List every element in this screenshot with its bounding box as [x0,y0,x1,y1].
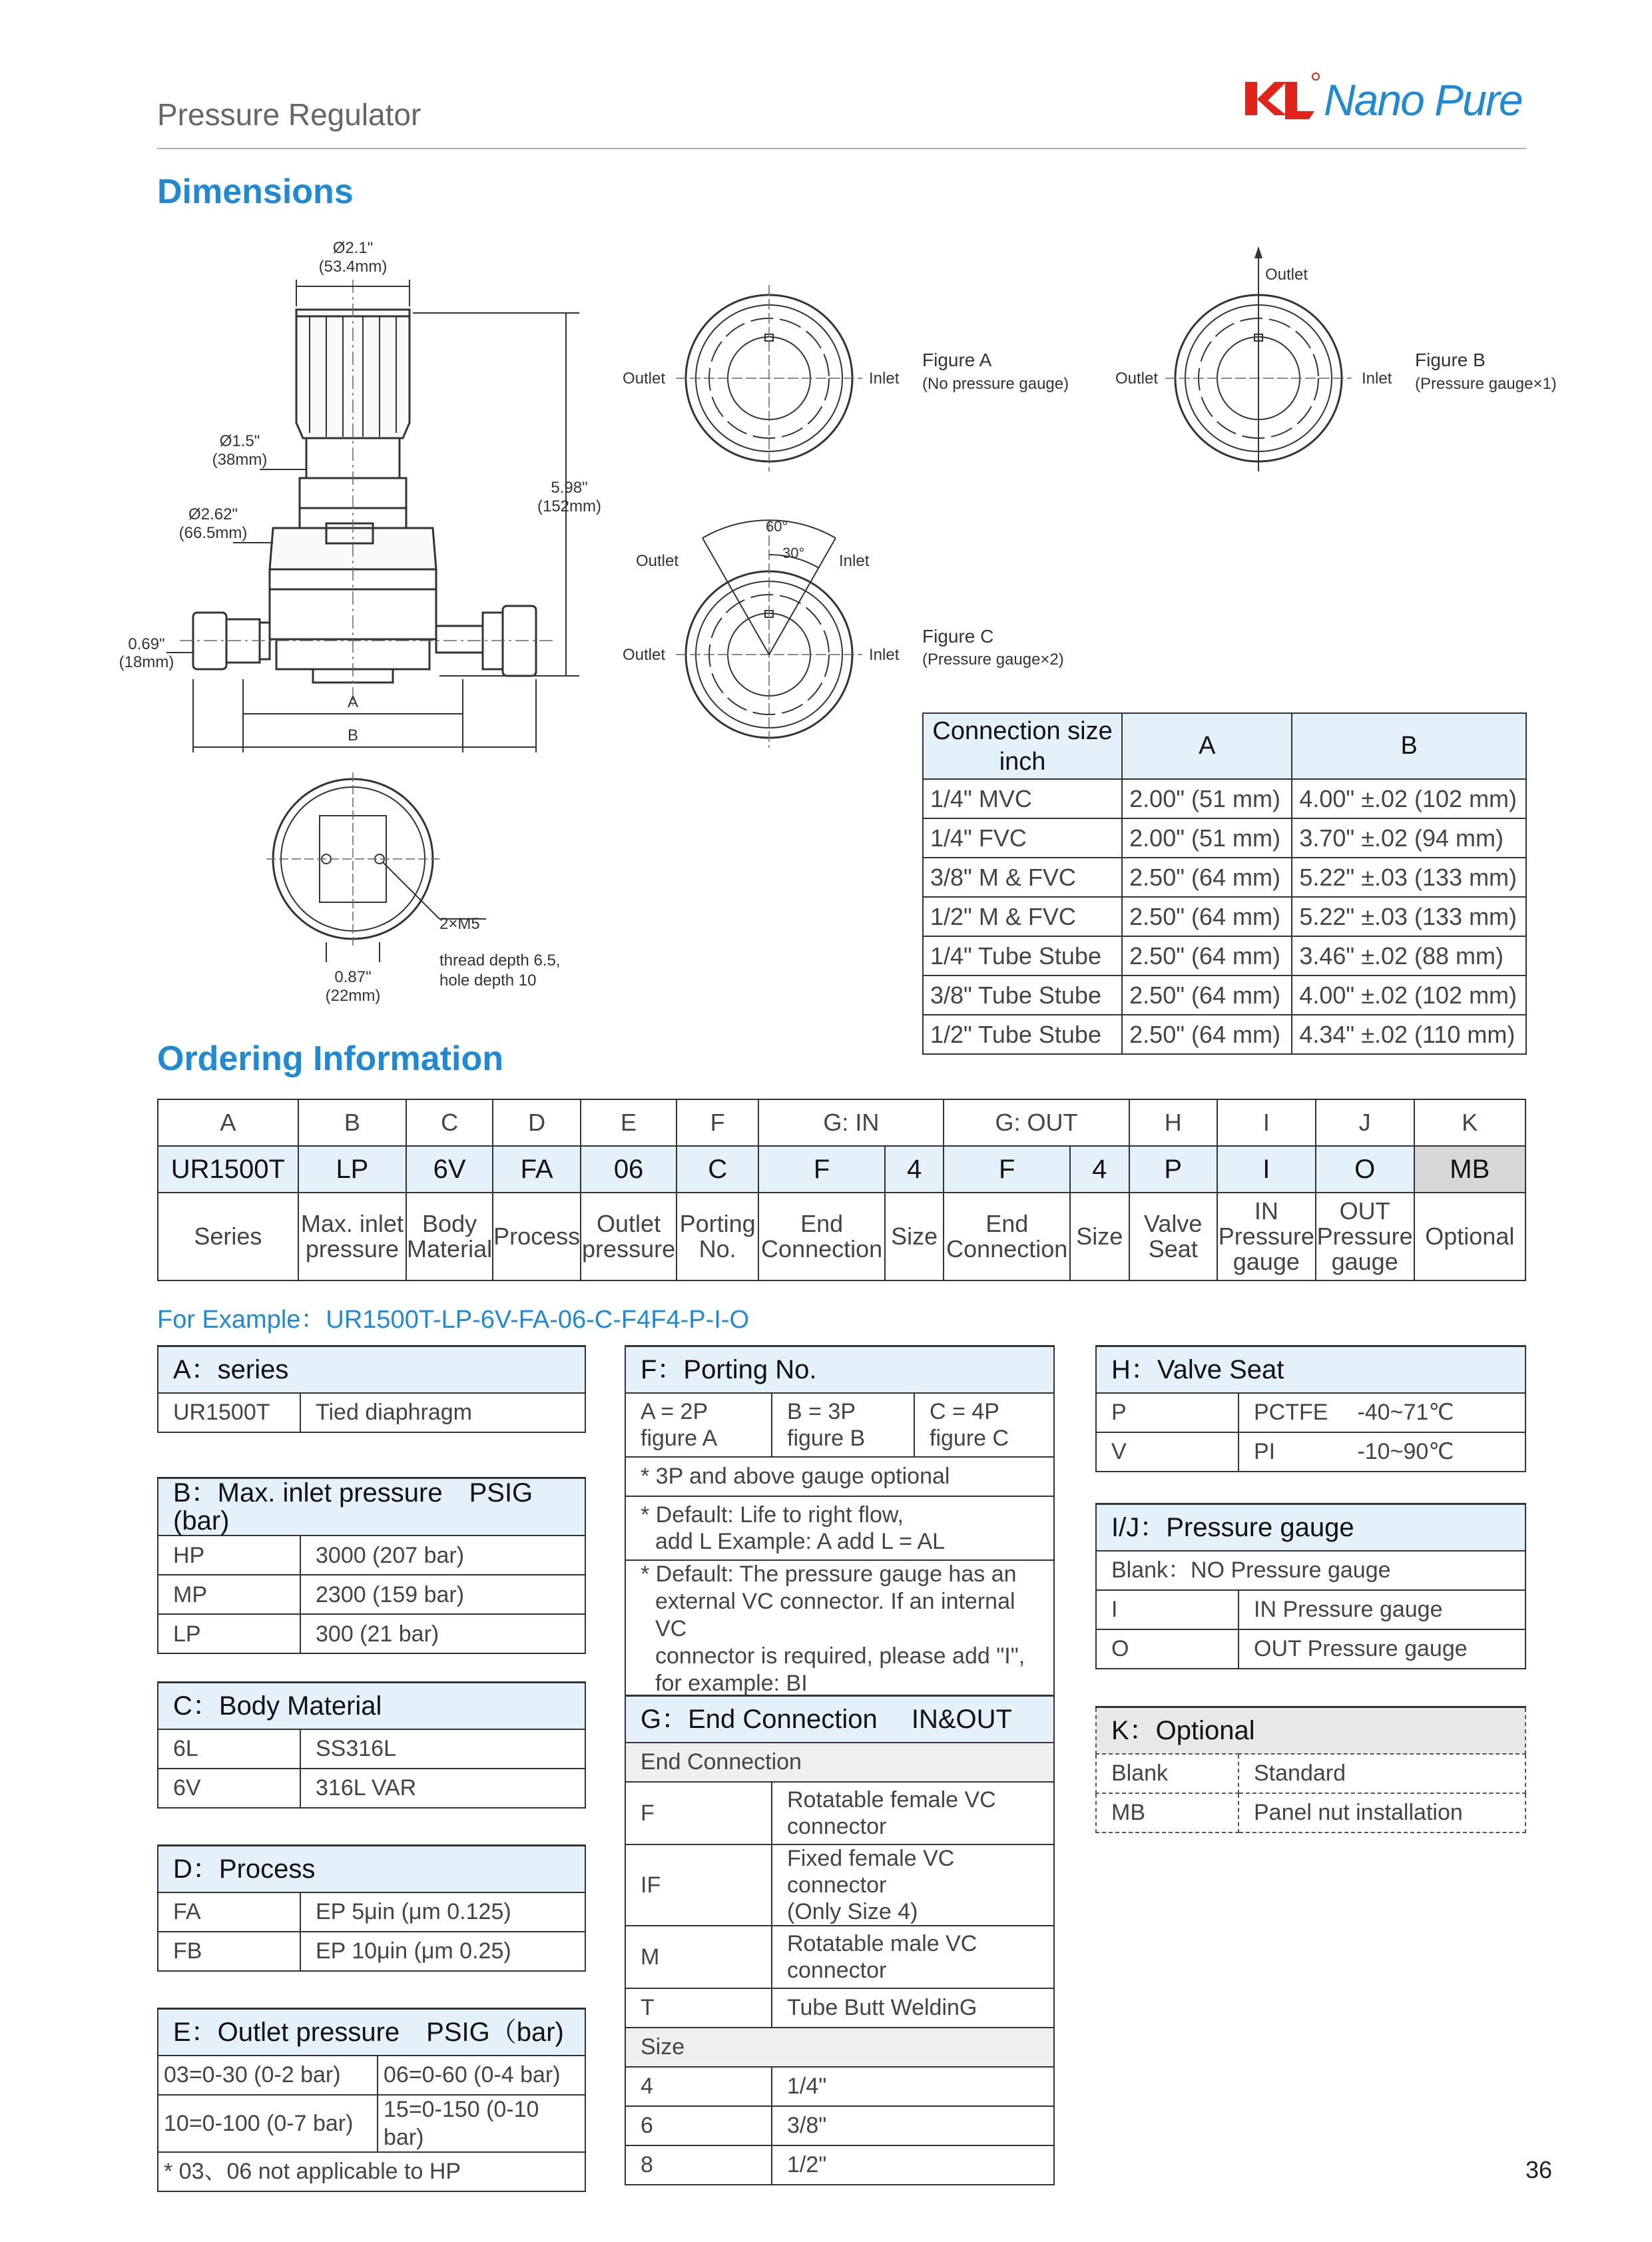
table-f-porting-no: F：Porting No. A = 2P figure A B = 3P figure B C = 4P figure C * 3P and above gauge optional * Default: Life to right flow, add L Example: A add L = AL * Default: The pressure gauge has an external VC connector. If an internal VC connector is required, please add "I", for example: BI [625,1345,1055,1699]
dimensions-heading: Dimensions [157,172,354,211]
connection-row [923,976,1526,1015]
svg-text:Ø1.5": Ø1.5" [219,432,260,450]
table-h-valve-seat: H：Valve Seat P PCTFE -40~71℃ V PI -10~90℃ [1095,1345,1526,1472]
connection-cell: 2.50" (64 mm) [1122,897,1292,936]
connection-size-table: Connection size inch A B 1/4" MVC 2.00" (51 mm) 4.00" ±.02 (102 mm) 1/4" FVC 2.00" (51 mm) 3.70" ±.02 (94 mm) 3/8" M & FVC 2.50" (64 mm) 5.22" ±.03 (133 mm) 1/2" M & FVC 2.50" (64 mm) 5.22" ±.03 (133 mm) 1/4" Tube Stube 2.50" (64 mm) 3.46" ±.02 (88 mm) 3/8" Tube Stube 2.50" (64 mm) 4.00" ±.02 (102 mm) 1/2" Tube Stube 2.50" (64 mm) 4.34" ±.02 (110 mm) [922,712,1527,1055]
connection-cell: 2.00" (51 mm) [1122,818,1292,858]
table-a-series: A：series UR1500T Tied diaphragm [157,1345,586,1433]
svg-text:(38mm): (38mm) [212,451,268,469]
connection-cell: 1/4" FVC [923,818,1122,858]
svg-text:Ø2.1": Ø2.1" [332,239,374,257]
svg-text:0.87": 0.87" [334,968,372,986]
svg-text:(18mm): (18mm) [119,653,174,671]
svg-text:0.69": 0.69" [128,635,165,653]
svg-text:B: B [347,726,359,744]
connection-cell: 3/8" M & FVC [923,858,1122,897]
table-b-max-inlet-pressure: B：Max. inlet pressure PSIG (bar) HP 3000 (207 bar) MP 2300 (159 bar) LP 300 (21 bar) [157,1477,586,1654]
svg-text:Outlet: Outlet [1115,370,1159,388]
svg-text:Inlet: Inlet [839,552,870,570]
kl-logo-icon [1245,73,1319,119]
svg-text:(No pressure gauge): (No pressure gauge) [922,375,1069,393]
table-k-optional: K：Optional Blank Standard MB Panel nut installation [1095,1706,1526,1833]
connection-cell: 3/8" Tube Stube [923,976,1122,1015]
connection-cell: 2.50" (64 mm) [1122,1015,1292,1054]
svg-text:A: A [347,693,359,711]
table-g-end-connection: G：End Connection IN&OUT End Connection F Rotatable female VC connector IF Fixed female VC connector (Only Size 4) M Rotatable male VC connector T Tube Butt WeldinG Size 4 1/4" 6 3/8" 8 1/2" [625,1695,1055,2185]
table-c-body-material: C：Body Material 6L SS316L 6V 316L VAR [157,1681,586,1809]
connection-row [923,897,1526,936]
table-d-process: D：Process FA EP 5μin (μm 0.125) FB EP 10μin (μm 0.25) [157,1844,586,1972]
svg-text:(53.4mm): (53.4mm) [318,258,388,276]
svg-text:Figure C: Figure C [922,626,994,647]
svg-text:2×M5: 2×M5 [439,915,480,933]
order-example: For Example：UR1500T-LP-6V-FA-06-C-F4F4-P-I-O [157,1306,750,1334]
brand-name: Nano Pure [1324,75,1522,125]
connection-cell: 3.46" ±.02 (88 mm) [1292,936,1526,976]
svg-text:hole depth 10: hole depth 10 [439,972,537,989]
connection-cell: 5.22" ±.03 (133 mm) [1292,897,1526,936]
svg-text:(66.5mm): (66.5mm) [178,524,248,542]
table-e-outlet-pressure: E：Outlet pressure PSIG（bar) 03=0-30 (0-2 bar) 06=0-60 (0-4 bar) 10=0-100 (0-7 bar) 15=0-150 (0-10 bar) * 03、06 not applicable to HP [157,2008,586,2192]
svg-text:Ø2.62": Ø2.62" [188,505,238,523]
connection-row [923,779,1526,818]
svg-text:Inlet: Inlet [869,370,900,388]
connection-cell: 1/4" Tube Stube [923,936,1122,976]
connection-row [923,858,1526,897]
svg-text:Figure A: Figure A [922,350,992,370]
connection-cell: 2.50" (64 mm) [1122,976,1292,1015]
connection-cell: 5.22" ±.03 (133 mm) [1292,858,1526,897]
connection-row [923,818,1526,858]
order-description-row: Series Max. inlet pressure Body Material Process Outlet pressure Porting No. End Connection Size End Connection Size Valve Seat IN Pressure gauge OUT Pressure gauge Optional [158,1193,1525,1280]
header-divider [157,148,1526,149]
svg-text:60°: 60° [766,518,788,535]
svg-text:Figure B: Figure B [1415,350,1486,370]
svg-text:(152mm): (152mm) [537,497,602,515]
connection-cell: 2.50" (64 mm) [1122,858,1292,897]
order-code-table [157,1099,1526,1281]
connection-cell: 1/2" M & FVC [923,897,1122,936]
svg-text:Outlet: Outlet [623,646,666,664]
connection-cell: 1/2" Tube Stube [923,1015,1122,1054]
connection-cell: 2.00" (51 mm) [1122,779,1292,818]
page-header-title: Pressure Regulator [157,97,421,132]
svg-text:30°: 30° [782,545,805,561]
connection-cell: 4.00" ±.02 (102 mm) [1292,779,1526,818]
svg-text:Outlet: Outlet [636,552,679,570]
svg-text:(22mm): (22mm) [325,987,381,1005]
svg-text:(Pressure gauge×2): (Pressure gauge×2) [922,651,1064,669]
connection-row [923,1015,1526,1054]
page-number: 36 [1525,2156,1552,2183]
connection-cell: 4.00" ±.02 (102 mm) [1292,976,1526,1015]
svg-text:thread depth 6.5,: thread depth 6.5, [439,952,561,970]
svg-text:Inlet: Inlet [869,646,900,664]
svg-text:Outlet: Outlet [623,370,666,388]
ordering-heading: Ordering Information [157,1039,503,1078]
svg-text:Inlet: Inlet [1362,370,1392,388]
connection-cell: 4.34" ±.02 (110 mm) [1292,1015,1526,1054]
svg-text:Outlet: Outlet [1265,266,1308,284]
order-letters-row: A B C D E F G: IN G: OUT H I J K [158,1099,1525,1146]
table-ij-pressure-gauge: I/J：Pressure gauge Blank：NO Pressure gauge I IN Pressure gauge O OUT Pressure gauge [1095,1503,1526,1669]
svg-text:(Pressure gauge×1): (Pressure gauge×1) [1415,375,1557,393]
connection-cell: 3.70" ±.02 (94 mm) [1292,818,1526,858]
svg-text:5.98": 5.98" [551,479,588,497]
connection-row [923,936,1526,976]
order-codes-row: UR1500T LP 6V FA 06 C F 4 F 4 P I O MB [158,1146,1525,1193]
brand-logo [1245,70,1531,137]
connection-cell: 2.50" (64 mm) [1122,936,1292,976]
connection-cell: 1/4" MVC [923,779,1122,818]
